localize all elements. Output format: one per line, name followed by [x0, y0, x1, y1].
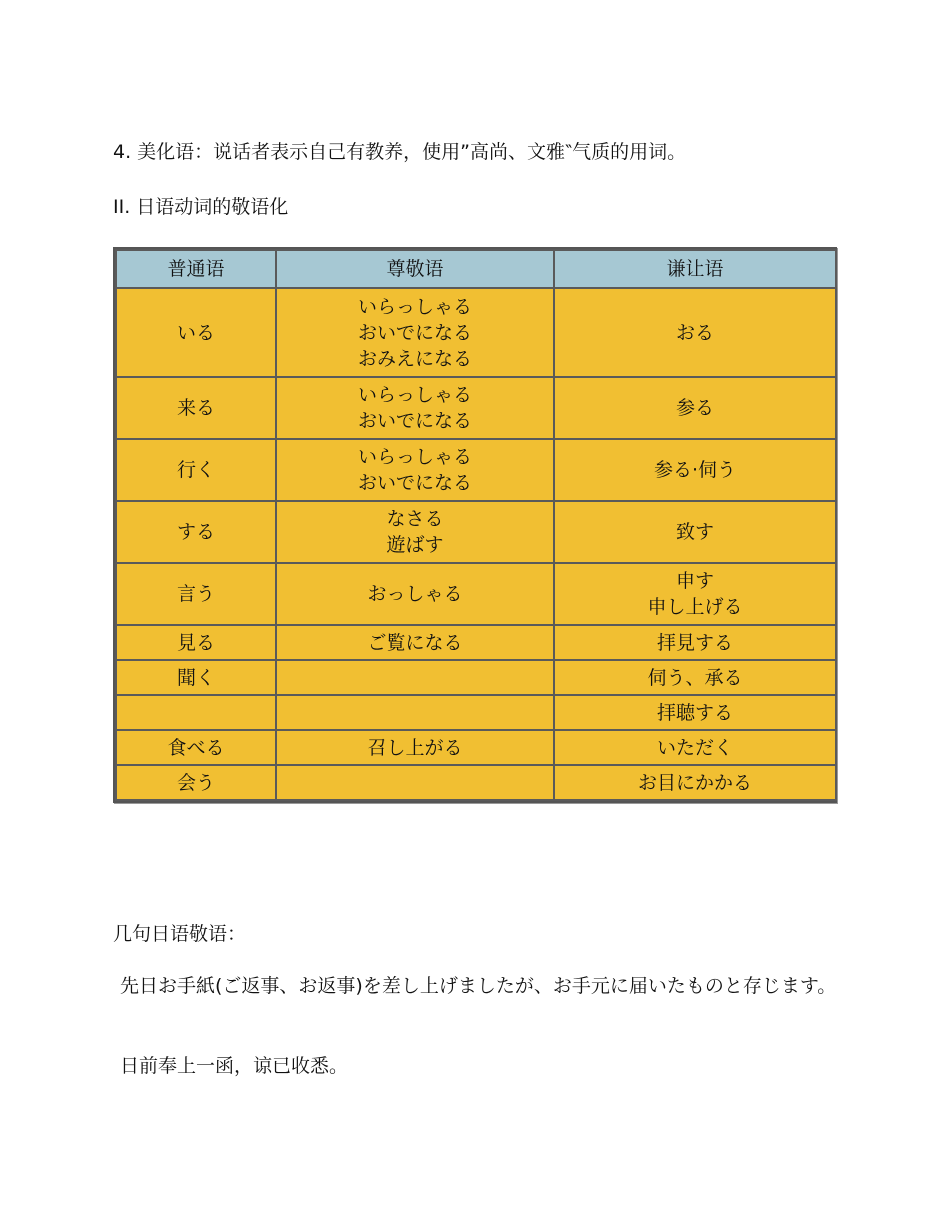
cell-respect — [276, 563, 554, 625]
example-sentence-chinese: 日前奉上一函，谅已收悉。 — [120, 1055, 349, 1077]
cell-respect — [276, 695, 554, 730]
cell-respect — [276, 288, 554, 377]
cell-humble-line: 申し上げる — [647, 596, 743, 618]
cell-humble-line: 伺う、承る — [647, 666, 743, 689]
cell-respect-line: なさる — [386, 508, 444, 530]
cell-humble-line: 参る·伺う — [653, 459, 737, 481]
cell-respect-line: おいでになる — [357, 472, 472, 494]
cell-respect-line: おいでになる — [357, 410, 472, 432]
table-row — [116, 625, 836, 660]
table-row — [116, 377, 836, 439]
cell-respect — [276, 765, 554, 800]
cell-respect-line: いらっしゃる — [357, 446, 472, 468]
table-header-row — [116, 250, 836, 288]
column-header-plain: 普通语 — [116, 250, 276, 288]
table-row — [116, 439, 836, 501]
table-row — [116, 765, 836, 800]
cell-respect — [276, 730, 554, 765]
verb-honorific-table — [113, 247, 837, 803]
cell-plain: 食べる — [116, 730, 276, 765]
table-row — [116, 501, 836, 563]
cell-plain: 聞く — [116, 660, 276, 695]
cell-humble-line: いただく — [656, 736, 733, 759]
table-row — [116, 695, 836, 730]
table-row — [116, 288, 836, 377]
table-row — [116, 660, 836, 695]
cell-respect — [276, 377, 554, 439]
phrases-title: 几句日语敬语： — [113, 923, 247, 945]
cell-humble-line: 参る — [675, 397, 714, 419]
column-header-humble: 谦让语 — [554, 250, 836, 288]
cell-humble — [554, 730, 836, 765]
cell-respect-line: おみえになる — [357, 347, 472, 370]
cell-humble — [554, 625, 836, 660]
cell-respect-line: おっしゃる — [367, 583, 463, 605]
cell-humble-line: 拝聴する — [656, 701, 733, 724]
cell-humble-line: 拝見する — [656, 631, 733, 654]
cell-respect — [276, 501, 554, 563]
example-sentence-japanese: 先日お手紙(ご返事、お返事)を差し上げましたが、お手元に届いたものと存じます。 — [120, 975, 837, 997]
cell-respect-line: いらっしゃる — [357, 384, 472, 406]
cell-humble-line: お目にかかる — [637, 771, 752, 794]
cell-respect-line: 召し上がる — [367, 736, 463, 759]
cell-plain: いる — [116, 288, 276, 377]
column-header-respect: 尊敬语 — [276, 250, 554, 288]
cell-respect — [276, 625, 554, 660]
cell-humble — [554, 695, 836, 730]
cell-humble — [554, 288, 836, 377]
cell-plain: する — [116, 501, 276, 563]
cell-respect — [276, 439, 554, 501]
cell-respect — [276, 660, 554, 695]
cell-respect-line: 遊ばす — [386, 534, 444, 556]
table-row — [116, 563, 836, 625]
cell-humble — [554, 563, 836, 625]
cell-respect-line: いらっしゃる — [357, 295, 472, 318]
cell-plain: 言う — [116, 563, 276, 625]
cell-respect-line: ご覧になる — [367, 631, 463, 654]
cell-humble-line: 致す — [675, 521, 714, 543]
cell-respect-line: おいでになる — [357, 321, 472, 344]
cell-plain: 見る — [116, 625, 276, 660]
cell-humble — [554, 765, 836, 800]
cell-humble — [554, 377, 836, 439]
section-heading-ii: II. 日语动词的敬语化 — [113, 196, 289, 218]
section-heading-4: 4. 美化语：说话者表示自己有教养，使用”高尚、文雅‶气质的用词。 — [113, 141, 687, 163]
cell-humble — [554, 660, 836, 695]
cell-humble-line: おる — [675, 321, 714, 344]
cell-plain: 会う — [116, 765, 276, 800]
cell-plain — [116, 695, 276, 730]
cell-humble — [554, 439, 836, 501]
cell-plain: 来る — [116, 377, 276, 439]
cell-humble — [554, 501, 836, 563]
cell-humble-line: 申す — [675, 570, 714, 592]
table-row — [116, 730, 836, 765]
cell-plain: 行く — [116, 439, 276, 501]
